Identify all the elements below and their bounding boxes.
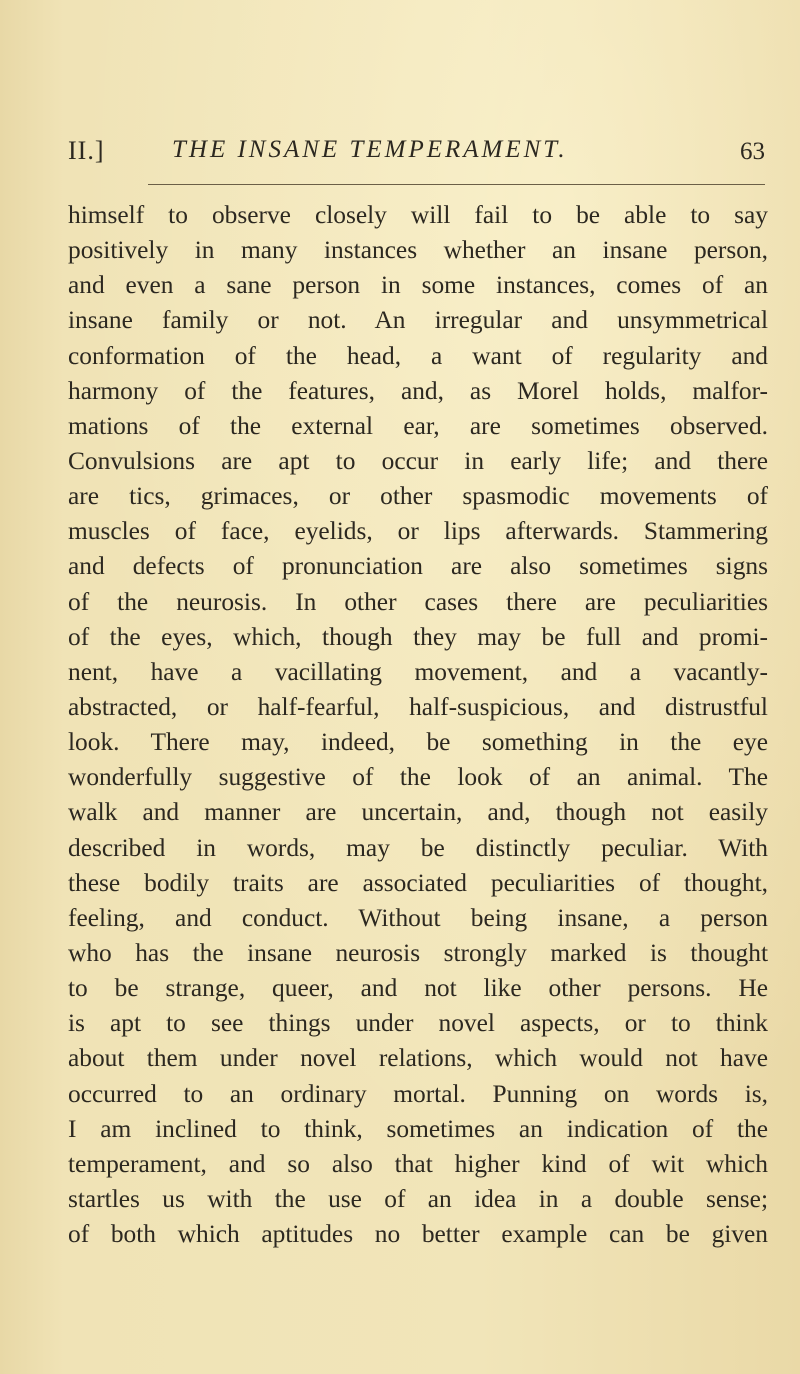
text-line: insane family or not. An irregular and unsymmetrical (68, 306, 768, 335)
chapter-number: II.] (68, 136, 105, 165)
text-line: walk and manner are uncertain, and, though not easily (68, 798, 768, 827)
text-line: temperament, and so also that higher kind of wit which (68, 1149, 768, 1178)
running-header (68, 136, 765, 176)
text-line: occurred to an ordinary mortal. Punning on words is, (68, 1079, 768, 1108)
text-line: described in words, may be distinctly peculiar. With (68, 833, 768, 862)
running-title: THE INSANE TEMPERAMENT. (172, 136, 568, 163)
text-line: is apt to see things under novel aspects, or to think (68, 1009, 768, 1038)
text-line: of the neurosis. In other cases there are peculiarities (68, 587, 768, 616)
text-line: nent, have a vacillating movement, and a vacantly- (68, 657, 768, 686)
text-line: these bodily traits are associated peculiarities of thought, (68, 868, 768, 897)
text-line: of both which aptitudes no better example can be given (68, 1220, 768, 1249)
text-line: conformation of the head, a want of regularity and (68, 341, 768, 370)
body-text (68, 198, 768, 1252)
text-line: who has the insane neurosis strongly marked is thought (68, 938, 768, 967)
text-line: and even a sane person in some instances, comes of an (68, 271, 768, 300)
page-number: 63 (740, 138, 765, 165)
text-line: Convulsions are apt to occur in early life; and there (68, 446, 768, 475)
text-line: look. There may, indeed, be something in the eye (68, 728, 768, 757)
text-line: harmony of the features, and, as Morel holds, malfor- (68, 376, 768, 405)
text-line: positively in many instances whether an insane person, (68, 236, 768, 265)
text-line: himself to observe closely will fail to be able to say (68, 201, 768, 229)
text-line: are tics, grimaces, or other spasmodic movements of (68, 482, 768, 511)
text-line: wonderfully suggestive of the look of an animal. The (68, 763, 768, 792)
text-line: to be strange, queer, and not like other persons. He (68, 974, 768, 1003)
text-line: about them under novel relations, which would not have (68, 1044, 768, 1073)
text-line: abstracted, or half-fearful, half-suspicious, and distrustful (68, 692, 768, 721)
text-line: startles us with the use of an idea in a double sense; (68, 1184, 768, 1213)
text-line: I am inclined to think, sometimes an indication of the (68, 1114, 768, 1143)
text-line: muscles of face, eyelids, or lips afterwards. Stammering (68, 517, 768, 546)
text-line: feeling, and conduct. Without being insane, a person (68, 903, 768, 932)
text-line: and defects of pronunciation are also sometimes signs (68, 552, 768, 581)
text-line: of the eyes, which, though they may be full and promi- (68, 622, 768, 651)
header-rule (148, 184, 765, 185)
text-line: mations of the external ear, are sometimes observed. (68, 411, 768, 440)
